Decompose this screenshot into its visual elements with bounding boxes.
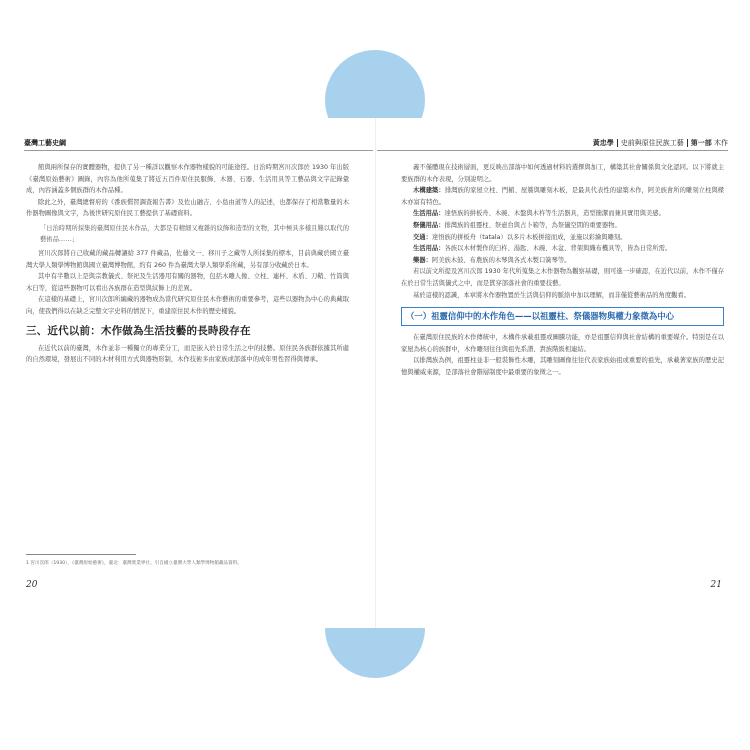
term-item	[401, 220, 724, 232]
paragraph: 在臺灣原住民族的木作傳統中，木構件承載祖靈或圖騰功能，亦是祖靈信仰與社會結構的重要媒介。特別是在以家屋為核心的族群中，木作雕刻往往與祖先系譜、貴族階級相連結。	[401, 334, 724, 353]
paragraph: 基於這樣的認識，本章將木作器物置於生活與信仰的脈絡中加以理解，而非僅從藝術品的角度觀看。	[413, 291, 691, 299]
footnote: 1 宮川次郎（1930），《臺灣原始藝術》，臺北：臺灣實業界社。引自國立臺灣大學人類學博物館藏品資料。	[26, 561, 242, 566]
term-label: 生活用品：	[413, 245, 445, 253]
paragraph: 除此之外，臺灣總督府的《番族慣習調查報告書》及佐山融吉、小島由道等人的記述，也都保存了相當數量的木作器物圖像與文字，為後世研究原住民工藝提供了基礎資料。	[26, 198, 349, 218]
term-label: 生活用品：	[413, 210, 445, 218]
book-gutter	[375, 118, 376, 628]
header-chapter: 史前與原住民族工藝	[620, 139, 684, 147]
header-author: 黃忠學	[592, 139, 614, 147]
paragraph: 在近代以前的臺灣，木作並非一種獨立的專業分工，而是嵌入於日常生活之中的技藝。原住民各族群依據其所處的自然環境，發展出不同的木材利用方式與器物形制，木作技術多由家族或部落中的成年男性習得與傳承。	[26, 344, 349, 364]
term-text: 排灣族的家屋立柱、門楣、屋簷與雕刻木板，是最具代表性的建築木作，阿美族會所的雕刻立柱與樑木亦富有特色。	[401, 187, 725, 206]
paragraph: 在這樣的基礎上，宮川次郎所編藏的器物成為當代研究原住民木作藝術的重要參考，這些以器物為中心的典藏取向，使我們得以在缺乏完整文字史料的情況下，重建原住民木作的歷史樣貌。	[26, 296, 349, 315]
term-text: 排灣族的祖靈柱、祭壺台與占卜箱等，為祭儀空間的重要器物。	[444, 221, 621, 229]
block-quote: 「日治時期所採集的臺灣原住民木作品，大都是有精細又複雜的紋飾和造型的文物，其中極具多樣且難以取代的藝術品……」	[40, 224, 349, 243]
term-item	[401, 232, 724, 244]
paragraph: 以排灣族為例，祖靈柱並非一般裝飾性木雕，其雕刻圖像往往代表家族始祖或重要的祖先，承載著家族的歷史記憶與權威來源，是部落社會階層制度中最重要的象徵之一。	[401, 357, 724, 376]
header-topic: 木作	[714, 139, 728, 147]
left-page	[8, 118, 373, 628]
running-header-right	[377, 136, 728, 151]
page-number-left: 20	[26, 580, 38, 590]
paragraph: 若以前文所提及宮川次郎 1930 年代所蒐集之木作器物為觀察基礎，則可進一步確認，在近代以前，木作不僅存在於日常生活與儀式之中，而是貫穿部落社會的重要技藝。	[401, 268, 724, 287]
term-text: 各族以木材製作的臼杵、湯匙、木碗、木盆、背架與織布機具等，皆為日常所需。	[444, 245, 672, 253]
paragraph: 宮川次郎將自己收藏的藏品轉讓給 377 件藏品，佐藤文一、移川子之藏等人所採集的標本，目前典藏於國立臺灣大學人類學博物館與國立臺灣博物館，約有 260 件為臺灣大學人類學系所藏，另有部分收藏於日本。	[26, 249, 349, 269]
paragraph: 館與兩所保存的實體器物，提供了另一種詳以觀察木作器物樣貌的可能途徑。日治時期宮川次郎於 1930 年出版《臺灣原始藝術》圖錄，內容為他所蒐集了將近五百件原住民服飾、木器、石器、生活用具等工藝品與文字記錄彙成，內容涵蓋多個族群的木作品種。	[26, 164, 349, 195]
term-item	[401, 208, 724, 220]
subsection-heading-box: （一）祖靈信仰中的木作角色——以祖靈柱、祭儀器物與權力象徵為中心	[401, 307, 724, 326]
term-text: 達悟族的拼板舟、木碗、木盤與木杵等生活器具，造型簡潔而兼具實用與美感。	[444, 210, 665, 218]
header-section: 第一部	[690, 139, 712, 147]
right-body	[401, 162, 724, 379]
section-heading: 三、近代以前：木作做為生活技藝的長時段存在	[26, 324, 251, 337]
paragraph: 義不僅體現在技術層面，更反映出部落中如何透過材料的選擇與加工，構築其社會關係與文化認同。以下將就主要族群的木作表現，分別說明之。	[401, 164, 724, 183]
header-divider	[617, 139, 618, 147]
footnote-rule	[26, 554, 136, 555]
left-body	[26, 162, 349, 366]
right-page	[377, 118, 742, 628]
page-number-right: 21	[710, 580, 722, 590]
term-item	[401, 255, 724, 267]
term-text: 阿美族木鼓、布農族的木琴與各式木製口簧琴等。	[431, 256, 571, 264]
header-divider	[687, 139, 688, 147]
term-item	[401, 243, 724, 255]
running-header-left	[24, 136, 373, 151]
term-label: 樂器：	[413, 256, 432, 264]
term-label: 交通：	[413, 233, 432, 241]
term-item	[401, 185, 724, 208]
term-label: 木構建築：	[413, 187, 445, 195]
paragraph: 其中有半數以上是與宗教儀式、祭祀及生活器用有關的器物，包括木雕人像、立柱、連杯、木盾、刀鞘、竹筒與木臼等，從這些器物可以看出各族群在造型與紋飾上的差異。	[26, 273, 349, 292]
term-label: 祭儀用品：	[413, 221, 445, 229]
book-title: 臺灣工藝史綱	[24, 139, 66, 147]
term-text: 達悟族的拼板舟（tatala）以多片木板拼接而成，並施以彩繪與雕刻。	[431, 233, 627, 241]
